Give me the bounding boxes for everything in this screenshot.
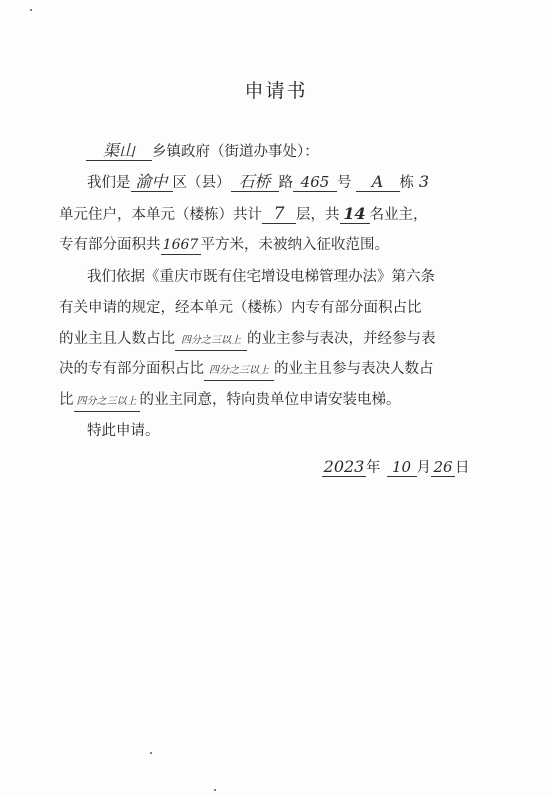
handwritten-unit: 3 <box>418 172 430 191</box>
text-segment: 日 <box>455 460 470 476</box>
handwritten-month: 10 <box>387 458 417 477</box>
handwritten-ratio-1: 四分之三以上 <box>175 332 247 351</box>
handwritten-town: 渠山 <box>86 142 152 161</box>
text-segment: 我们是 <box>87 175 131 191</box>
paragraph-2-line-1: 我们依据《重庆市既有住宅增设电梯管理办法》第六条 <box>87 269 435 285</box>
paragraph-2-line-3 <box>59 328 436 350</box>
paragraph-1-line-2 <box>59 204 428 226</box>
text-segment: 的业主参与表决，并经参与表 <box>247 331 436 347</box>
paragraph-2-line-2: 有关申请的规定，经本单元（楼栋）内专有部分面积占比 <box>59 300 422 316</box>
handwritten-road: 石桥 <box>231 173 279 192</box>
text-segment: 区（县） <box>172 175 231 191</box>
text-segment: 月 <box>416 460 431 476</box>
closing-text: 特此申请。 <box>87 423 160 439</box>
text-segment: 栋 <box>399 175 414 191</box>
handwritten-day: 26 <box>431 458 455 477</box>
scan-speck <box>30 9 32 11</box>
paragraph-1-line-3 <box>59 234 389 256</box>
scan-speck <box>214 789 216 791</box>
text-segment: 单元住户，本单元（楼栋）共计 <box>59 207 262 223</box>
text-segment: 层，共 <box>296 207 340 223</box>
text-segment: 名业主， <box>369 207 428 223</box>
date-line <box>322 456 470 477</box>
handwritten-year: 2023 <box>323 457 365 476</box>
handwritten-building: A <box>356 173 400 192</box>
addressee-line <box>86 141 319 163</box>
handwritten-area: 1667 <box>161 236 201 255</box>
paragraph-2-line-4 <box>59 358 434 380</box>
handwritten-floors: 7 <box>262 205 296 224</box>
text-segment: 的业主且人数占比 <box>59 331 175 347</box>
handwritten-owners: 14 <box>340 205 370 224</box>
paragraph-1-line-1 <box>87 172 434 194</box>
document-title: 申请书 <box>244 80 308 102</box>
text-segment: 专有部分面积共 <box>59 237 161 253</box>
text-segment: 比 <box>59 392 74 408</box>
text-segment: 年 <box>366 460 381 476</box>
addressee-text: 乡镇政府（街道办事处）： <box>152 144 319 160</box>
paragraph-2-line-5 <box>59 389 401 411</box>
handwritten-ratio-3: 四分之三以上 <box>74 393 140 412</box>
handwritten-number: 465 <box>293 173 337 192</box>
text-segment: 的业主且参与表决人数占 <box>274 361 434 377</box>
text-segment: 平方米，未被纳入征收范围。 <box>200 237 389 253</box>
text-segment: 决的专有部分面积占比 <box>59 361 204 377</box>
scan-speck <box>150 752 152 754</box>
text-segment: 的业主同意，特向贵单位申请安装电梯。 <box>139 392 401 408</box>
handwritten-district: 渝中 <box>131 173 173 192</box>
text-segment: 号 <box>337 175 352 191</box>
handwritten-ratio-2: 四分之三以上 <box>204 362 274 381</box>
text-segment: 路 <box>278 175 293 191</box>
